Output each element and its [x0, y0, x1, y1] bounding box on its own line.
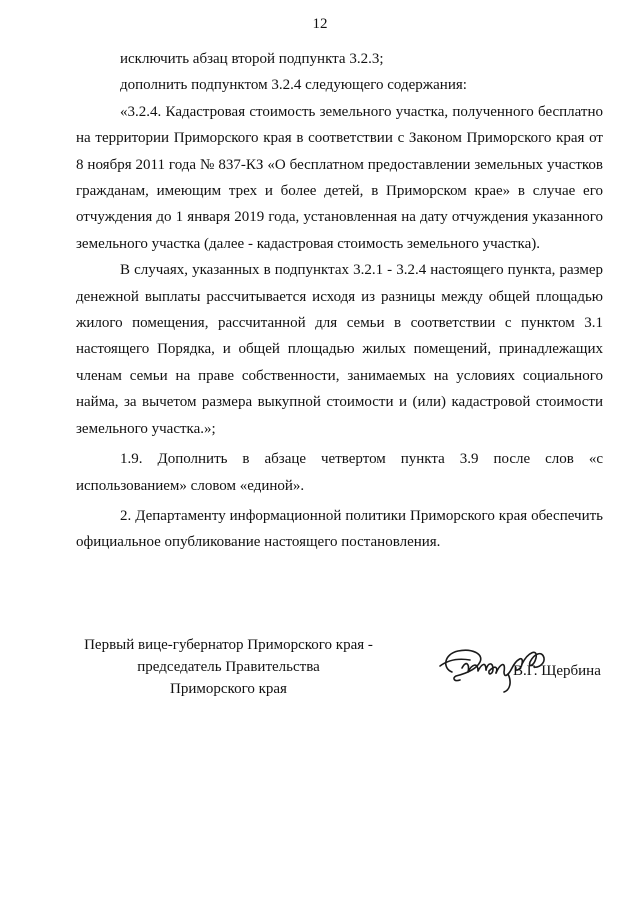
signatory-name: В.Г. Щербина: [513, 663, 601, 679]
paragraph-calculation-rule: В случаях, указанных в подпунктах 3.2.1 - 3.2.4 настоящего пункта, размер денежной выплаты рассчитывается исходя из разницы между общей площадью жилого помещения, рассчитанной для семьи в соответствии с пунктом 3.1 настоящего Порядка, и общей площадью жилых помещений, принадлежащих членам семьи на праве собственности, занимаемых на условиях социального найма, за вычетом размера выкупной стоимости и (или) кадастровой стоимости земельного участка.»;: [76, 262, 603, 437]
paragraph-add-3-2-4: дополнить подпунктом 3.2.4 следующего содержания:: [120, 77, 467, 94]
signatory-title-line-2: председатель Правительства: [137, 659, 320, 675]
page-number: 12: [312, 16, 328, 32]
paragraph-exclude-3-2-3: исключить абзац второй подпункта 3.2.3;: [120, 51, 384, 67]
signatory-title-line-1: Первый вице-губернатор Приморского края -: [84, 637, 373, 653]
signature-block: [76, 634, 603, 704]
signatory-title-line-3: Приморского края: [170, 681, 287, 697]
paragraph-3-2-4-text: «3.2.4. Кадастровая стоимость земельного участка, полученного бесплатно на территории Приморского края в соответствии с Законом Приморского края от 8 ноября 2011 года № 837-КЗ «О бесплатном предоставлении земельных участков гражданам, имеющим трех и более детей, в Приморском крае» в случае его отчуждения до 1 января 2019 года, установленная на дату отчуждения указанного земельного участка (далее - кадастровая стоимость земельного участка).: [76, 103, 603, 252]
document-body: [76, 46, 603, 556]
paragraph-1-9: 1.9. Дополнить в абзаце четвертом пункта 3.9 после слов «с использованием» словом «единой».: [76, 451, 603, 494]
paragraph-2-publication: 2. Департаменту информационной политики Приморского края обеспечить официальное опубликование настоящего постановления.: [76, 507, 603, 551]
signatory-title: [76, 634, 381, 700]
